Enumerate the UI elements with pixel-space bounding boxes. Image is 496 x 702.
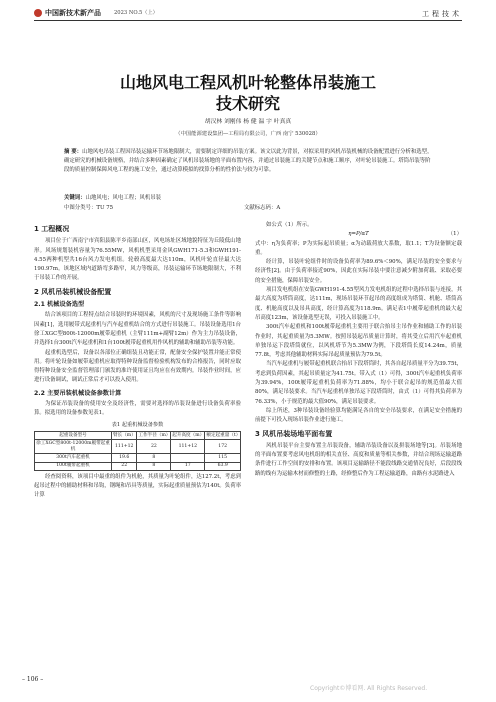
formula-number: （1）: [447, 231, 462, 238]
document-code: 文献标志码：A: [244, 205, 281, 211]
subsection-heading: 2.1 机械设备选型: [34, 301, 85, 309]
table-header-cell: 臂长（m）: [112, 431, 137, 439]
paragraph: 为保证吊装设备的使用安全及经济性，需要对选择的吊装设备进行设备负荷率验算。拟选用的设备参数见表1。: [34, 401, 241, 417]
table-cell: 22: [112, 462, 137, 470]
right-column: [255, 221, 462, 479]
table-header-cell: 额定起重量（t）: [205, 431, 241, 439]
table-cell: 22: [137, 440, 171, 454]
journal-name: 中国新技术新产品: [45, 9, 101, 17]
paragraph: 经查阅资料，该项目中最重的组件为机舱，其质量为叶轮组件，达127.2t，考虑到起吊过程中的辅助材料和吊钩，钢绳和吊具等质量，实际起重质量预估为140t。负荷率计算: [34, 473, 241, 499]
article-title-line2: 技术研究: [215, 94, 280, 113]
abstract-text: 山地风电吊装工程因吊装运输环节场地限制大，需要制定详细的吊装方案。该文以此为背景，对拟采用的风机吊装机械的设备配置进行分析和选型，确定研究的机械设备规格，并结合多种因素确定了风机吊装场地的平面布置内容，并通过吊装施工的关键节点和施工顺序，对叶轮吊装施工。塔筒吊装等阶段的质量控制保障风电工程的施工安全，通过动算模拟的找算分析的性价法与较为可靠。: [64, 149, 433, 174]
abstract-label: 摘 要：: [64, 149, 83, 155]
table-caption: 表1 起重机械设备参数: [111, 421, 164, 428]
table-cell: 115: [205, 454, 241, 462]
paragraph: 项目发电机组在安装GWH191-4.55型风力发电机组的过程中选择吊装与连接，其最大高度为塔筒高度，达111m，现场吊装环节起吊的高度组成为塔筒、机舱、塔筒高度、机舱高度以及吊具高度，经计算高度为118.9m。满足表1中履带起重机的最大起吊高度123m，该设备选型无误，可投入吊装施工中。: [255, 287, 462, 321]
authors: 胡汉林 刘刚伟 杨 健 温 宇 叶真真: [204, 119, 292, 125]
paragraph: 300t汽车起重机和100t履带起重机主要用于联合抬吊主吊作业和辅助工作的吊装作业时，其起重质量为5.3MW。按照吊装起吊质量计算时，将其受立后用汽车起重机单独吊运下段塔筒就位，以风机塔节为5.3MW为例，下段塔筒长度14.24m，质量77.8t，考虑其他辅助材料实际吊起质量预估为79.5t。: [255, 324, 462, 359]
abstract: [64, 148, 434, 176]
copyright-watermark: Copyright©博看网. All Rights Reserved.: [310, 685, 428, 692]
table-cell: 8: [137, 454, 171, 462]
table-cell: 111+12: [171, 440, 205, 454]
formula: [255, 230, 462, 239]
paragraph: 风机吊装平台主要布置主吊装设备，辅助吊装设备以及拼装场地等[3]。吊装场地的平面布置要考虑风电机组的相关直径、高度和质量等相关参数，并结合现场运输道路条件进行工作空间的安排和布置。该项目运输路径不能段线路交通情况良好，后段段线路的线有为运输木材而修整的土路，经修整后作为工程运输道路，由路有水泥路进入: [255, 442, 462, 477]
table-cell: 63.9: [205, 462, 241, 470]
table-cell: 300t汽车起重机: [35, 454, 112, 462]
formula-expression: η=P/αT: [348, 231, 369, 238]
classification: [64, 204, 434, 213]
paragraph: 当汽车起重机与履带起重机联合抬吊下段塔筒时，其各自起吊质量平分为39.75t，考虑到负荷因素，其起吊质量定为41.75t。带入式（1）可得，300t汽车起重机负荷率为39.94%，100t履带起重机负荷率为71.88%，均小于联合起吊的规范值最大值80%，满足吊装要求。当汽车起重机单独吊运下段塔筒时，由式（1）可得其负荷率为76.33%，小于规范的最大值90%，满足吊装要求。: [255, 361, 462, 405]
paragraph: 式中：η为负荷率；P为实际起吊质量；α为动载荷放大系数，取1.1；T为设备额定载重。: [255, 240, 462, 256]
keywords-text: 山地风电；风电工程；风机吊装: [85, 195, 162, 201]
column-name: 工程技术: [422, 10, 462, 18]
table-row: [35, 440, 241, 454]
section-heading: 3 风机吊装场地平面布置: [255, 429, 333, 438]
table-cell: 8: [137, 462, 171, 470]
subsection-heading: 2.2 主要吊装机械设备参数计算: [34, 389, 122, 397]
paragraph: 如公式（1）所示。: [266, 222, 313, 228]
table-cell: 徐工XGC型800t-12000m履带起重机: [35, 440, 112, 454]
article-title-line1: 山地风电工程风机叶轮整体吊装施工: [119, 73, 376, 92]
table-row: [35, 462, 241, 470]
issue-number: 2023 NO.5（上）: [114, 10, 158, 16]
table-cell: 17: [171, 462, 205, 470]
paragraph: 经计算，吊装叶轮组件时的设备负荷率为89.6%＜90%，满足吊装的安全要求与经济性[2]。由于负荷率接近90%，因此在实际吊装中要注意减少附加荷载、采取必要的安全措施，保障吊装安全。: [255, 259, 462, 284]
table-header-cell: 工作半径（m）: [137, 431, 171, 439]
table-cell: 100t履带起重机: [35, 462, 112, 470]
keywords-label: 关键词：: [64, 195, 86, 201]
table-header-cell: 起重设备型号: [35, 431, 112, 439]
table-cell: 172: [205, 440, 241, 454]
paragraph: 起重机选型后，设备以各部位正确组装且功能正常，配备安全保护装置并能正常使用。将叶轮设备如履带起重机应取得特种设备监督检验机构发布的合格报告，同时应取得特种设备安全监督管理部门颁发的准许使用证且均应在有效期内。吊装作业时间，应进行设备调试，调试正常后才可以投入使用。: [34, 349, 241, 384]
table-header-cell: 起升高度（m）: [171, 431, 205, 439]
equipment-table: [34, 431, 241, 471]
paragraph: 项目位于广西南宁市宾阳县陈平乡南部山区，风电场址区域地貌特征为丘陵低山地形。风场规划装机容量为76.55MW，风机机型采用金风GWH171-5.3和GWH191-4.55两种机型共16台风力发电机组。轮毂高度最大达110m，风机叶轮直径最大达190.97m。该地区域内道路弯多路窄，风力等级高，吊装运输环节场地限制大，不利于吊装工作的开展。: [34, 238, 241, 282]
paragraph: 结合该项目的工程特点结合吊装时的环境因素，风机的尺寸及现场施工条件等影响因素[1]，选用履带式起重机与汽车起重机结合的方式进行吊装施工。吊装设备选用1台徐工XGC型800t-12000m履带起重机（主臂111m+副臂12m）作为主力吊装设备，并选择1台300t汽车起重机和1台100t履带起重机用作风机的辅助和辅助吊装等功能。: [34, 312, 241, 347]
clc-number: 中图分类号：TU 75: [64, 205, 114, 211]
affiliation: （中国能源建设集团—工程局有限公司，广西 南宁 530028）: [175, 131, 321, 137]
table-row: [35, 454, 241, 462]
section-heading: 2 风机吊装机械设备配置: [34, 287, 112, 296]
journal-logo-icon: [34, 9, 42, 17]
left-column: [34, 221, 241, 501]
paragraph: 综上所述，3种吊装设备经验算均能满足各自的安全吊装要求，在满足安全措施的前提下可投入现场吊装作业进行施工。: [255, 407, 462, 424]
keywords: [64, 194, 434, 203]
header-divider: [34, 20, 462, 21]
table-cell: 111+12: [112, 440, 137, 454]
table-cell: [171, 454, 205, 462]
table-cell: 19.6: [112, 454, 137, 462]
page-number: – 106 –: [22, 676, 44, 683]
section-heading: 1 工程概况: [34, 225, 70, 233]
table-header-row: [35, 431, 241, 439]
